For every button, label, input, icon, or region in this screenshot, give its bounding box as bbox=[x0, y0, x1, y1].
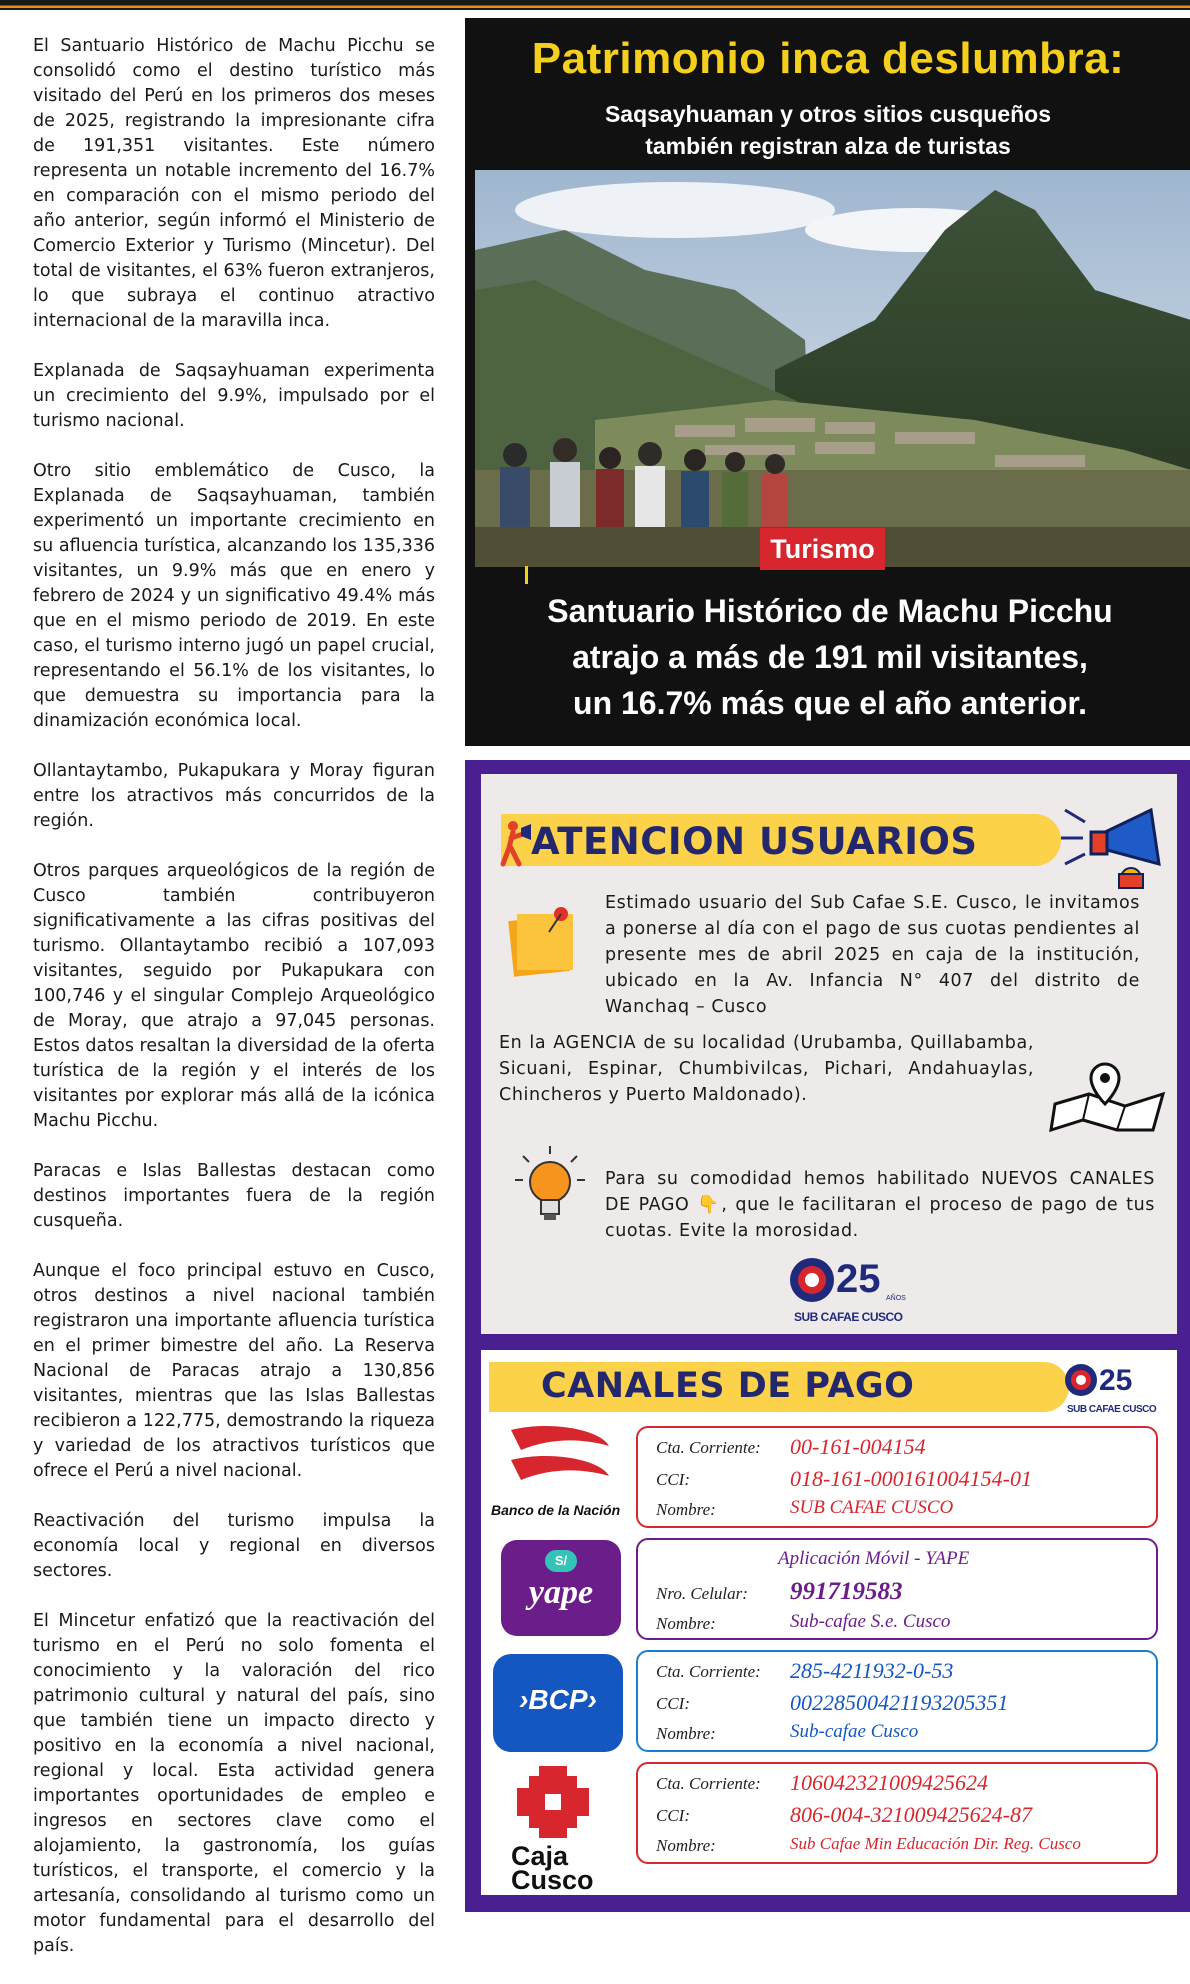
sub-cafae-logo bbox=[786, 1252, 926, 1332]
logo-emblem-icon bbox=[786, 1252, 916, 1308]
logo-number: 25 bbox=[1099, 1364, 1133, 1397]
payment-card-bcp bbox=[636, 1650, 1158, 1752]
logo-emblem-icon bbox=[1061, 1358, 1161, 1400]
article-subheading: Paracas e Islas Ballestas destacan como destinos importantes fuera de la región cusqueña. bbox=[33, 1161, 435, 1231]
news-title bbox=[505, 588, 1155, 726]
notice-panel bbox=[465, 760, 1190, 1912]
field-label: CCI: bbox=[656, 1806, 690, 1825]
news-headline: Patrimonio inca deslumbra: bbox=[531, 34, 1125, 83]
person-megaphone-icon bbox=[499, 818, 533, 868]
field-label: Nro. Celular: bbox=[656, 1584, 748, 1603]
field-label: Nombre: bbox=[656, 1500, 716, 1519]
banco-nacion-name: Banco de la Nación bbox=[491, 1502, 621, 1518]
article-column bbox=[33, 34, 435, 1984]
payment-channels bbox=[481, 1350, 1177, 1895]
banco-nacion-swoosh-icon bbox=[491, 1420, 621, 1500]
news-card bbox=[465, 18, 1190, 746]
field-label: CCI: bbox=[656, 1470, 690, 1489]
article-paragraph: Otros parques arqueológicos de la región de Cusco también contribuyeron significativamente a las cifras positivas del turismo. Ollantaytambo recibió a 107,093 visitantes, seguido por Pukapukara con 100,746 y el singular Complejo Arqueológico de Moray, que atrajo a 97,045 personas. Estos datos resaltan la diversidad de la oferta turística de la región y el interés de los visitantes por explorar más allá de la icónica Machu Picchu. bbox=[33, 861, 435, 1131]
caja-cusco-name-line: Caja bbox=[511, 1841, 569, 1871]
logo-name: SUB CAFAE CUSCO bbox=[1067, 1404, 1157, 1415]
caja-cusco-name-line: Cusco bbox=[511, 1865, 594, 1895]
news-subheadline bbox=[465, 98, 1190, 162]
field-label: CCI: bbox=[656, 1694, 690, 1713]
sub-cafae-logo-small bbox=[1061, 1358, 1171, 1418]
field-label: Nombre: bbox=[656, 1836, 716, 1855]
caja-cusco-name bbox=[493, 1841, 628, 1895]
account-number: 00-161-004154 bbox=[790, 1434, 926, 1459]
top-color-bar bbox=[0, 0, 1190, 10]
yape-badge: S/ bbox=[545, 1550, 577, 1572]
payment-card-yape bbox=[636, 1538, 1158, 1640]
news-title-line: atrajo a más de 191 mil visitantes, bbox=[572, 639, 1088, 675]
payment-card-caja-cusco bbox=[636, 1762, 1158, 1864]
account-name: Sub-cafae Cusco bbox=[790, 1721, 919, 1742]
yape-brand: yape bbox=[528, 1574, 594, 1611]
machu-picchu-photo bbox=[475, 170, 1190, 567]
yape-logo bbox=[501, 1540, 621, 1636]
account-name: Sub Cafae Min Educación Dir. Reg. Cusco bbox=[790, 1834, 1081, 1853]
article-subheading: Reactivación del turismo impulsa la economía local y regional en diversos sectores. bbox=[33, 1511, 435, 1581]
field-label: Nombre: bbox=[656, 1614, 716, 1633]
caja-cusco-cross-icon bbox=[493, 1764, 613, 1840]
logo-name: SUB CAFAE CUSCO bbox=[794, 1310, 903, 1324]
bcp-logo bbox=[493, 1654, 623, 1752]
attention-box bbox=[481, 774, 1177, 1334]
logo-number: 25 bbox=[836, 1257, 881, 1301]
field-label: Cta. Corriente: bbox=[656, 1662, 761, 1681]
megaphone-icon bbox=[1061, 804, 1171, 894]
account-number: 285-4211932-0-53 bbox=[790, 1658, 954, 1683]
news-subheadline-line: Saqsayhuaman y otros sitios cusqueños bbox=[604, 101, 1052, 127]
article-paragraph: El Santuario Histórico de Machu Picchu se consolidó como el destino turístico más visitado del Perú en los primeros dos meses de 2025, registrando la impresionante cifra de 191,351 visitantes. Este número representa un notable incremento del 16.7% en comparación con el mismo periodo del año anterior, según informó el Ministerio de Comercio Exterior y Turismo (Mincetur). Del total de visitantes, el 63% fueron extranjeros, lo que subraya el continuo atractivo internacional de la maravilla inca. bbox=[33, 36, 435, 331]
bcp-brand: ›BCP› bbox=[519, 1684, 597, 1715]
decorative-bracket bbox=[525, 566, 538, 584]
sticky-note-icon bbox=[505, 904, 581, 980]
map-pin-icon bbox=[1049, 1054, 1169, 1134]
article-paragraph: Aunque el foco principal estuvo en Cusco, otros destinos a nivel nacional también registraron una importante afluencia turística en el primer bimestre del año. La Reserva Nacional de Paracas atrajo a 130,856 visitantes, mientras que las Islas Ballestas recibieron a 122,775, demostrando la riqueza y variedad de los atractivos turísticos que ofrece el Perú a nivel nacional. bbox=[33, 1261, 435, 1481]
cci-number: 806-004-321009425624-87 bbox=[790, 1802, 1032, 1827]
article-subheading: Explanada de Saqsayhuaman experimenta un crecimiento del 9.9%, impulsado por el turismo nacional. bbox=[33, 361, 435, 431]
logo-years: AÑOS bbox=[886, 1295, 906, 1302]
cci-number: 018-161-000161004154-01 bbox=[790, 1466, 1032, 1491]
field-label: Nombre: bbox=[656, 1724, 716, 1743]
account-number: 106042321009425624 bbox=[790, 1770, 988, 1795]
attention-title: ATENCION USUARIOS bbox=[531, 820, 978, 863]
caja-cusco-logo bbox=[493, 1764, 628, 1894]
notice-paragraph: Para su comodidad hemos habilitado NUEVOS CANALES DE PAGO 👇, que le facilitaran el proceso de pago de tus cuotas. Evite la morosidad. bbox=[605, 1169, 1155, 1241]
field-label: Cta. Corriente: bbox=[656, 1438, 761, 1457]
field-label: Cta. Corriente: bbox=[656, 1774, 761, 1793]
news-title-line: Santuario Histórico de Machu Picchu bbox=[547, 593, 1113, 629]
account-name: SUB CAFAE CUSCO bbox=[790, 1497, 954, 1518]
article-paragraph: El Mincetur enfatizó que la reactivación del turismo en el Perú no solo fomenta el conocimiento y la valoración del rico patrimonio cultural y natural del país, sino que también tiene un impacto directo y positivo en la economía a nivel nacional, regional y local. Esta actividad genera importantes oportunidades de empleo e ingresos en sectores clave como el alojamiento, la gastronomía, los guías turísticos, el transporte, el comercio y la artesanía, consolidando al turismo como un motor fundamental para el desarrollo del país. bbox=[33, 1611, 435, 1956]
news-subheadline-line: también registran alza de turistas bbox=[645, 133, 1011, 159]
article-paragraph: Otro sitio emblemático de Cusco, la Explanada de Saqsayhuaman, también experimentó un importante crecimiento en su afluencia turística, alcanzando los 135,336 visitantes, un 9.9% más que en enero y febrero de 2024 y un significativo 49.4% más que en el mismo periodo de 2019. En este caso, el turismo interno jugó un papel crucial, representando el 56.1% de los visitantes, lo que demuestra su importancia para la dinamización económica local. bbox=[33, 461, 435, 731]
article-subheading: Ollantaytambo, Pukapukara y Moray figuran entre los atractivos más concurridos de la región. bbox=[33, 761, 435, 831]
news-title-line: un 16.7% más que el año anterior. bbox=[573, 685, 1087, 721]
phone-number: 991719583 bbox=[790, 1578, 903, 1605]
lightbulb-icon bbox=[515, 1144, 585, 1224]
notice-paragraph: En la AGENCIA de su localidad (Urubamba, Quillabamba, Sicuani, Espinar, Chumbivilcas, Pichari, Andahuaylas, Chincheros y Puerto Maldonado). bbox=[499, 1033, 1034, 1105]
account-name: Sub-cafae S.e. Cusco bbox=[790, 1611, 951, 1632]
notice-paragraph: Estimado usuario del Sub Cafae S.E. Cusco, le invitamos a ponerse al día con el pago de sus cuotas pendientes al presente mes de abril 2025 en caja de la institución, ubicado en la Av. Infancia N° 407 del distrito de Wanchaq – Cusco bbox=[605, 893, 1140, 1017]
cci-number: 00228500421193205351 bbox=[790, 1690, 1009, 1715]
news-category-tag: Turismo bbox=[760, 528, 885, 570]
payment-card-banco-nacion bbox=[636, 1426, 1158, 1528]
yape-header: Aplicación Móvil - YAPE bbox=[778, 1548, 970, 1569]
banco-nacion-logo bbox=[491, 1420, 626, 1530]
payment-title: CANALES DE PAGO bbox=[541, 1366, 915, 1406]
